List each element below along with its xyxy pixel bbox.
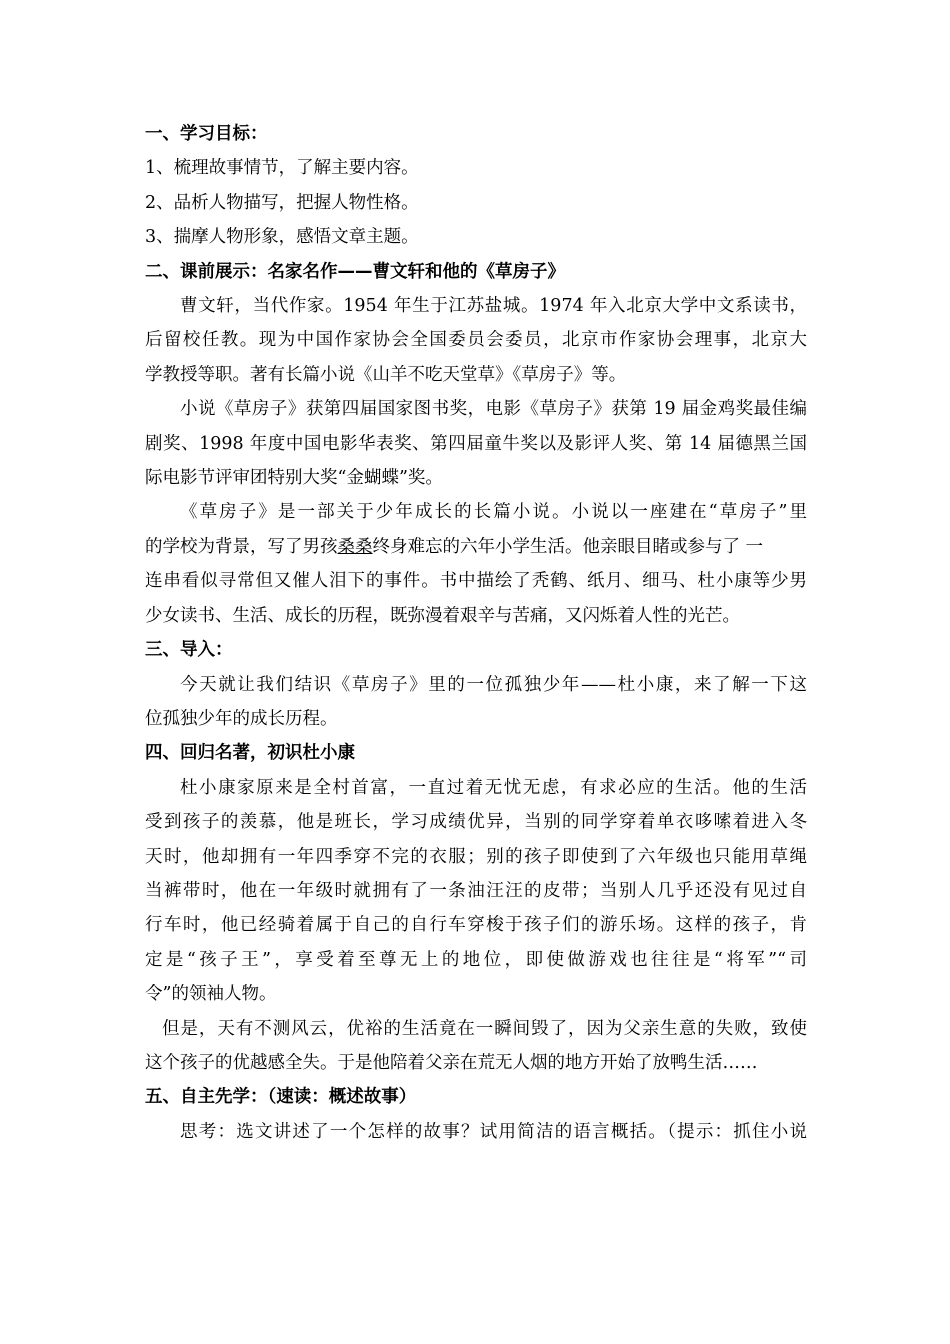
story-paragraph-line: 天时，他却拥有一年四季穿不完的衣服；别的孩子即使到了六年级也只能用草绳: [145, 846, 807, 867]
awards-paragraph-line: 际电影节评审团特别大奖“金蝴蝶”奖。: [145, 468, 443, 489]
novel-paragraph-line: 连串看似寻常但又催人泪下的事件。书中描绘了秃鹤、纸月、细马、杜小康等少男: [145, 571, 807, 592]
story-paragraph-line: 受到孩子的羡慕，他是班长，学习成绩优异，当别的同学穿着单衣哆嗦着进入冬: [145, 812, 807, 833]
story-paragraph-line: 杜小康家原来是全村首富，一直过着无忧无虑，有求必应的生活。他的生活: [180, 777, 807, 798]
novel-paragraph-line: 《草房子》是一部关于少年成长的长篇小说。小说以一座建在“草房子”里: [180, 502, 807, 523]
document-page: [145, 117, 807, 1149]
novel-paragraph-line: [145, 530, 807, 564]
objective-item-3: 3、揣摩人物形象，感悟文章主题。: [145, 227, 419, 248]
section-heading-return: 四、回归名著，初识杜小康: [145, 743, 355, 764]
novel-text-segment: 的学校为背景，写了男孩: [145, 536, 338, 557]
character-name-underlined: 桑桑: [337, 536, 373, 557]
objective-item-1: 1、梳理故事情节，了解主要内容。: [145, 158, 419, 179]
story-paragraph-line: 令”的领袖人物。: [145, 984, 277, 1005]
story-paragraph-line: 但是，天有不测风云，优裕的生活竟在一瞬间毁了，因为父亲生意的失败，致使: [162, 1018, 807, 1039]
author-paragraph-line: 后留校任教。现为中国作家协会全国委员会委员，北京市作家协会理事，北京大: [145, 330, 807, 351]
novel-text-segment: 终身难忘的六年小学生活。他亲眼目睹或参与了 一: [372, 536, 764, 557]
author-paragraph-line: 曹文轩，当代作家。1954 年生于江苏盐城。1974 年入北京大学中文系读书，: [180, 296, 807, 317]
story-paragraph-line: 当裤带时，他在一年级时就拥有了一条油汪汪的皮带；当别人几乎还没有见过自: [145, 880, 807, 901]
awards-paragraph-line: 剧奖、1998 年度中国电影华表奖、第四届童牛奖以及影评人奖、第 14 届德黑兰国: [145, 433, 807, 454]
intro-paragraph-line: 今天就让我们结识《草房子》里的一位孤独少年——杜小康，来了解一下这: [180, 674, 807, 695]
story-paragraph-line: 这个孩子的优越感全失。于是他陪着父亲在荒无人烟的地方开始了放鸭生活……: [145, 1052, 758, 1073]
story-paragraph-line: 定是“孩子王”，享受着至尊无上的地位，即使做游戏也往往是“将军”“司: [145, 949, 807, 970]
awards-paragraph-line: 小说《草房子》获第四届国家图书奖，电影《草房子》获第 19 届金鸡奖最佳编: [180, 399, 807, 420]
objective-item-2: 2、品析人物描写，把握人物性格。: [145, 192, 419, 213]
novel-paragraph-line: 少女读书、生活、成长的历程，既弥漫着艰辛与苦痛，又闪烁着人性的光芒。: [145, 605, 740, 626]
section-heading-selfstudy: 五、自主先学：（速读：概述故事）: [145, 1087, 417, 1108]
story-paragraph-line: 行车时，他已经骑着属于自己的自行车穿梭于孩子们的游乐场。这样的孩子，肯: [145, 915, 807, 936]
section-heading-objectives: 一、学习目标：: [145, 124, 268, 144]
intro-paragraph-line: 位孤独少年的成长历程。: [145, 708, 338, 729]
section-heading-intro: 三、导入：: [145, 640, 233, 661]
author-paragraph-line: 学教授等职。著有长篇小说《山羊不吃天堂草》《草房子》等。: [145, 364, 627, 385]
thinking-paragraph-line: 思考：选文讲述了一个怎样的故事？试用简洁的语言概括。（提示：抓住小说: [180, 1121, 807, 1142]
section-heading-preview: 二、课前展示：名家名作——曹文轩和他的《草房子》: [145, 261, 565, 282]
